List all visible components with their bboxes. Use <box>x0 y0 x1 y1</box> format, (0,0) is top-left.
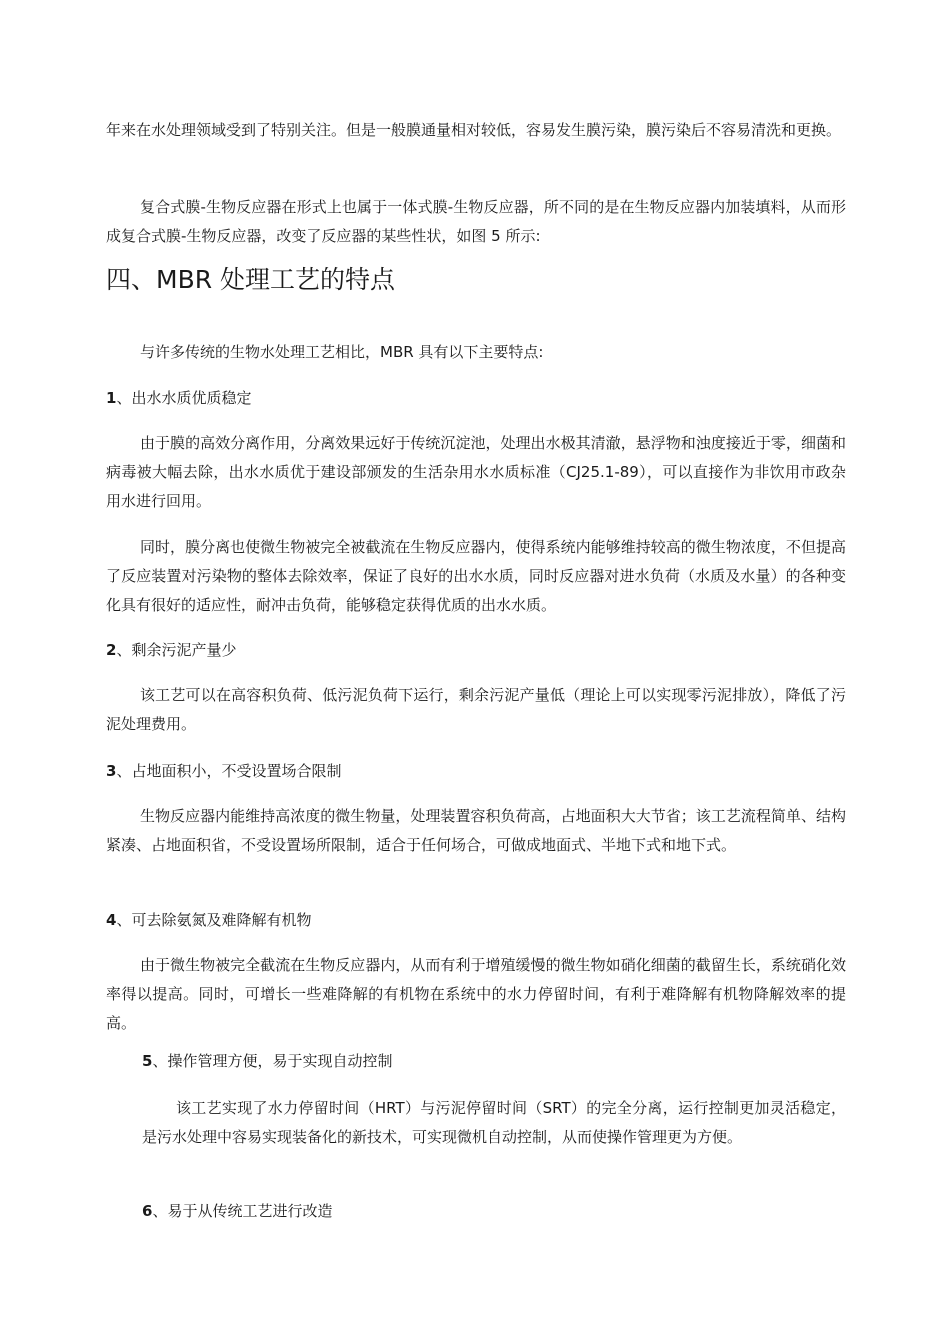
feature-title: 、占地面积小，不受设置场合限制 <box>116 762 342 780</box>
feature-number: 1 <box>106 389 117 407</box>
feature-5-paragraph-1: 该工艺实现了水力停留时间（HRT）与污泥停留时间（SRT）的完全分离，运行控制更加灵活稳定，是污水处理中容易实现装备化的新技术，可实现微机自动控制，从而使操作管理更为方便。 <box>142 1099 846 1146</box>
paragraph-composite-mbr: 复合式膜-生物反应器在形式上也属于一体式膜-生物反应器，所不同的是在生物反应器内加装填料，从而形成复合式膜-生物反应器，改变了反应器的某些性状，如图 5 所示: <box>106 198 846 245</box>
feature-heading-4 <box>106 906 846 935</box>
feature-1-paragraph-1: 由于膜的高效分离作用，分离效果远好于传统沉淀池，处理出水极其清澈，悬浮物和浊度接近于零，细菌和病毒被大幅去除，出水水质优于建设部颁发的生活杂用水水质标准（CJ25.1-89），可以直接作为非饮用市政杂用水进行回用。 <box>106 434 846 510</box>
feature-number: 5 <box>142 1052 153 1070</box>
section-heading: 四、MBR 处理工艺的特点 <box>106 265 396 294</box>
feature-3-paragraph-1: 生物反应器内能维持高浓度的微生物量，处理装置容积负荷高，占地面积大大节省；该工艺流程简单、结构紧凑、占地面积省，不受设置场所限制，适合于任何场合，可做成地面式、半地下式和地下式。 <box>106 807 846 854</box>
feature-number: 3 <box>106 762 117 780</box>
feature-heading-5 <box>142 1047 846 1076</box>
paragraph-lead: 与许多传统的生物水处理工艺相比，MBR 具有以下主要特点: <box>140 343 544 361</box>
feature-heading-1 <box>106 384 846 413</box>
feature-title: 、剩余污泥产量少 <box>116 641 237 659</box>
feature-title: 、出水水质优质稳定 <box>116 389 252 407</box>
feature-number: 6 <box>142 1202 153 1220</box>
feature-title: 、易于从传统工艺进行改造 <box>152 1202 333 1220</box>
feature-number: 4 <box>106 911 117 929</box>
feature-1-paragraph-2: 同时，膜分离也使微生物被完全被截流在生物反应器内，使得系统内能够维持较高的微生物浓度，不但提高了反应装置对污染物的整体去除效率，保证了良好的出水水质，同时反应器对进水负荷（水质及水量）的各种变化具有很好的适应性，耐冲击负荷，能够稳定获得优质的出水水质。 <box>106 538 846 614</box>
feature-heading-6 <box>142 1197 846 1226</box>
feature-number: 2 <box>106 641 117 659</box>
feature-heading-3 <box>106 757 846 786</box>
feature-title: 、操作管理方便，易于实现自动控制 <box>152 1052 393 1070</box>
feature-2-paragraph-1: 该工艺可以在高容积负荷、低污泥负荷下运行，剩余污泥产量低（理论上可以实现零污泥排放），降低了污泥处理费用。 <box>106 686 846 733</box>
paragraph-intro-end: 年来在水处理领域受到了特别关注。但是一般膜通量相对较低，容易发生膜污染，膜污染后不容易清洗和更换。 <box>106 121 842 139</box>
feature-heading-2 <box>106 636 846 665</box>
feature-title: 、可去除氨氮及难降解有机物 <box>116 911 312 929</box>
feature-4-paragraph-1: 由于微生物被完全截流在生物反应器内，从而有利于增殖缓慢的微生物如硝化细菌的截留生长，系统硝化效率得以提高。同时，可增长一些难降解的有机物在系统中的水力停留时间，有利于难降解有机物降解效率的提高。 <box>106 956 846 1032</box>
